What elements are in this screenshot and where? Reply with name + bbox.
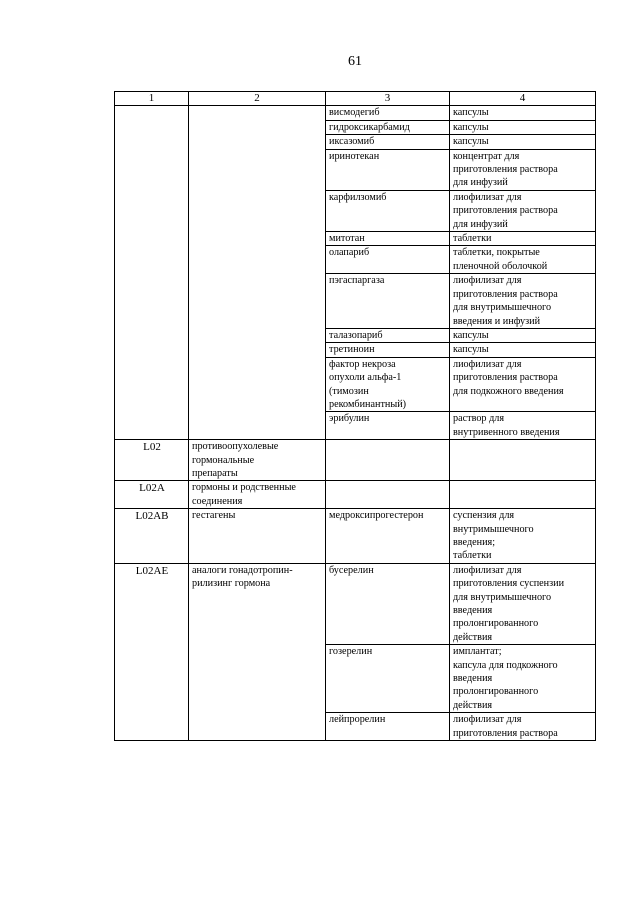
drug-name: карфилзомиб: [326, 190, 450, 231]
dosage-form: таблетки: [450, 232, 596, 246]
table-row: [115, 509, 596, 564]
drug-name: пэгаспаргаза: [326, 274, 450, 329]
drug-name: медроксипрогестерон: [326, 509, 450, 564]
column-header-4: 4: [450, 92, 596, 106]
drug-name: митотан: [326, 232, 450, 246]
column-header-3: 3: [326, 92, 450, 106]
dosage-form-empty: [450, 481, 596, 509]
dosage-form: капсулы: [450, 106, 596, 120]
atc-code: L02: [115, 440, 189, 481]
dosage-form: имплантат; капсула для подкожного введения пролонгированного действия: [450, 645, 596, 713]
dosage-form: лиофилизат для приготовления раствора: [450, 713, 596, 741]
drug-name-empty: [326, 481, 450, 509]
drug-name: олапариб: [326, 246, 450, 274]
atc-code: L02AB: [115, 509, 189, 564]
drug-name: третиноин: [326, 343, 450, 357]
table-row: [115, 106, 596, 120]
dosage-form: капсулы: [450, 135, 596, 149]
drug-name: лейпрорелин: [326, 713, 450, 741]
drug-name: иринотекан: [326, 149, 450, 190]
dosage-form: таблетки, покрытые пленочной оболочкой: [450, 246, 596, 274]
group-title: гормоны и родственные соединения: [189, 481, 326, 509]
dosage-form: лиофилизат для приготовления раствора для подкожного введения: [450, 357, 596, 412]
drug-table: [114, 91, 596, 741]
dosage-form: капсулы: [450, 328, 596, 342]
dosage-form-empty: [450, 440, 596, 481]
dosage-form: лиофилизат для приготовления суспензии для внутримышечного введения пролонгированного действия: [450, 563, 596, 644]
drug-name: фактор некроза опухоли альфа-1 (тимозин рекомбинантный): [326, 357, 450, 412]
dosage-form: раствор для внутривенного введения: [450, 412, 596, 440]
dosage-form: капсулы: [450, 343, 596, 357]
drug-name: гозерелин: [326, 645, 450, 713]
header-row: [115, 92, 596, 106]
drug-name: эрибулин: [326, 412, 450, 440]
atc-code: L02AE: [115, 563, 189, 740]
atc-code: L02A: [115, 481, 189, 509]
column-header-2: 2: [189, 92, 326, 106]
table-row: [115, 440, 596, 481]
drug-name-empty: [326, 440, 450, 481]
drug-name: иксазомиб: [326, 135, 450, 149]
group-cell-empty: [189, 106, 326, 440]
group-title: гестагены: [189, 509, 326, 564]
dosage-form: суспензия для внутримышечного введения; таблетки: [450, 509, 596, 564]
drug-name: висмодегиб: [326, 106, 450, 120]
page-number: 61: [348, 54, 362, 69]
dosage-form: концентрат для приготовления раствора для инфузий: [450, 149, 596, 190]
column-header-1: 1: [115, 92, 189, 106]
code-cell-empty: [115, 106, 189, 440]
dosage-form: лиофилизат для приготовления раствора для внутримышечного введения и инфузий: [450, 274, 596, 329]
table-row: [115, 563, 596, 644]
drug-name: гидроксикарбамид: [326, 120, 450, 134]
group-title: аналоги гонадотропин- рилизинг гормона: [189, 563, 326, 740]
group-title: противоопухолевые гормональные препараты: [189, 440, 326, 481]
drug-name: бусерелин: [326, 563, 450, 644]
table-row: [115, 481, 596, 509]
dosage-form: капсулы: [450, 120, 596, 134]
drug-name: талазопариб: [326, 328, 450, 342]
dosage-form: лиофилизат для приготовления раствора для инфузий: [450, 190, 596, 231]
